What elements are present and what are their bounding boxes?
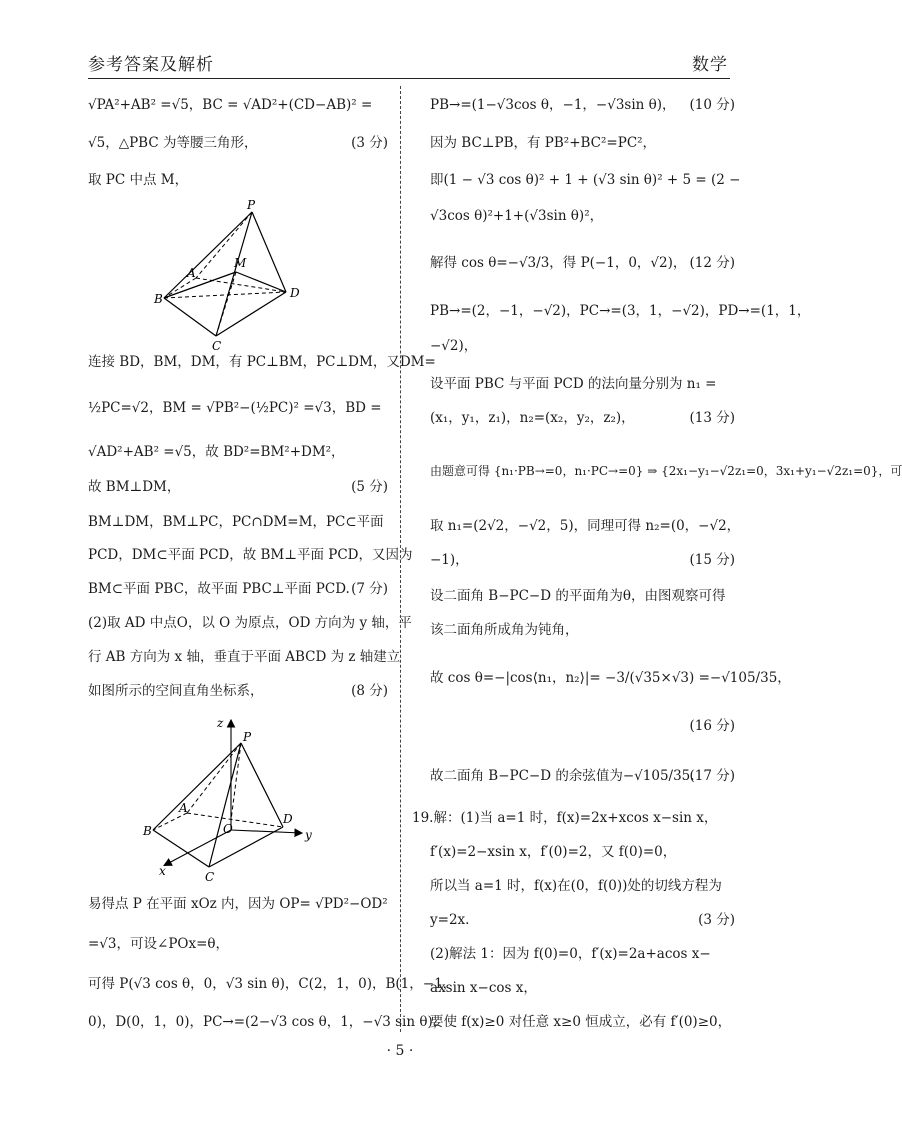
right-line-9: (x₁，y₁，z₁)，n₂=(x₂，y₂，z₂)， (13 分) [430,410,735,426]
label-y: y [305,828,312,842]
header-rule [88,78,730,79]
right-line-14: 该二面角所成角为钝角， [430,622,579,638]
right-line-17: 故二面角 B−PC−D 的余弦值为−√105/35. (17 分) [430,768,735,784]
left-line-11: (2)取 AD 中点O，以 O 为原点，OD 方向为 y 轴，平 [88,615,412,631]
edge-PD [241,743,283,827]
left-line-8: BM⊥DM，BM⊥PC，PC∩DM=M，PC⊂平面 [88,514,384,530]
edge-AD [187,813,283,827]
right-line-24: 要使 f(x)≥0 对任意 x≥0 恒成立，必有 f′(0)≥0， [430,1014,732,1030]
label-D: D [290,286,300,300]
left-line-13: 如图所示的空间直角坐标系， (8 分) [88,683,388,699]
right-line-16: (16 分) [689,718,735,734]
edge-PB [153,743,241,830]
right-line-22: (2)解法 1：因为 f(0)=0，f′(x)=2a+acos x− [430,946,711,962]
left-line-4: 连接 BD，BM，DM，有 PC⊥BM，PC⊥DM，又DM= [88,354,436,370]
left-line-9: PCD，DM⊂平面 PCD，故 BM⊥平面 PCD，又因为 [88,547,413,563]
coordinate-figure [143,715,323,885]
right-line-8: 设平面 PBC 与平面 PCD 的法向量分别为 n₁ = [430,376,717,392]
label-C: C [212,339,222,353]
left-line-6: √AD²+AB² =√5，故 BD²=BM²+DM²， [88,444,345,460]
left-line-7: 故 BM⊥DM， (5 分) [88,479,388,495]
left-line-15: =√3，可设∠POx=θ， [88,936,230,952]
left-line-14: 易得点 P 在平面 xOz 内，因为 OP= √PD²−OD² [88,896,388,912]
label-D: D [283,812,293,826]
label-x: x [159,864,166,878]
right-line-15: 故 cos θ=−|cos⟨n₁，n₂⟩|= −3/(√35×√3) =−√105/35， [430,670,791,686]
y-axis [231,830,301,833]
right-line-2: 因为 BC⊥PB，有 PB²+BC²=PC²， [430,135,657,151]
edge-AB [153,813,187,830]
header-left: 参考答案及解析 [88,55,214,75]
label-A: A [187,266,196,280]
right-line-5: 解得 cos θ=−√3/3，得 P(−1，0，√2)， (12 分) [430,255,735,271]
pyramid-figure [154,198,316,353]
edge-PA [187,743,241,813]
right-line-4: √3cos θ)²+1+(√3sin θ)²， [430,208,604,224]
label-B: B [143,824,152,838]
right-line-19: f′(x)=2−xsin x，f′(0)=2，又 f(0)=0， [430,844,677,860]
label-P: P [243,730,252,744]
right-line-23: axsin x−cos x， [430,980,537,996]
right-line-18: 19.解：(1)当 a=1 时，f(x)=2x+xcos x−sin x， [412,810,718,826]
header-right: 数学 [692,55,728,75]
left-line-3: 取 PC 中点 M， [88,172,189,188]
edge-BC [153,830,209,867]
left-line-16: 可得 P(√3 cos θ，0，√3 sin θ)，C(2，1，0)，B(1，−1， [88,976,457,992]
right-line-20: 所以当 a=1 时，f(x)在(0，f(0))处的切线方程为 [430,878,722,894]
edge-PC [209,743,241,867]
right-line-7: −√2)， [430,338,478,354]
right-line-10: 由题意可得 {n₁·PB→=0，n₁·PC→=0} ⇒ {2x₁−y₁−√2z₁=0，3x₁+y₁−√2z₁=0}，可 [430,464,902,478]
right-line-1: PB→=(1−√3cos θ，−1，−√3sin θ)， (10 分) [430,97,735,113]
page-number: · 5 · [386,1043,414,1059]
label-B: B [154,292,163,306]
label-A: A [179,801,188,815]
label-z: z [217,716,224,730]
right-line-13: 设二面角 B−PC−D 的平面角为θ，由图观察可得 [430,588,726,604]
right-line-21: y=2x. (3 分) [430,912,735,928]
label-P: P [247,198,256,212]
left-line-17: 0)，D(0，1，0)，PC→=(2−√3 cos θ，1，−√3 sin θ)， [88,1014,447,1030]
left-line-2: √5，△PBC 为等腰三角形， (3 分) [88,135,388,151]
edge-AD [196,278,286,292]
left-line-1: √PA²+AB² =√5，BC = √AD²+(CD−AB)² = [88,97,373,113]
left-line-5: ½PC=√2，BM = √PB²−(½PC)² =√3，BD = [88,400,382,416]
label-O: O [223,822,233,836]
edge-BM [164,272,236,298]
edge-BC [164,298,216,336]
label-M: M [234,256,247,270]
right-line-12: −1)， (15 分) [430,552,735,568]
edge-BD [164,292,286,298]
right-line-11: 取 n₁=(2√2，−√2，5)，同理可得 n₂=(0，−√2， [430,518,741,534]
right-line-3: 即(1 − √3 cos θ)² + 1 + (√3 sin θ)² + 5 = (2 − [430,172,741,188]
edge-CD [209,827,283,867]
left-line-10: BM⊂平面 PBC，故平面 PBC⊥平面 PCD. (7 分) [88,581,388,597]
right-line-6: PB→=(2，−1，−√2)，PC→=(3，1，−√2)，PD→=(1，1， [430,303,811,319]
label-C: C [205,870,215,884]
left-line-12: 行 AB 方向为 x 轴，垂直于平面 ABCD 为 z 轴建立 [88,649,401,665]
